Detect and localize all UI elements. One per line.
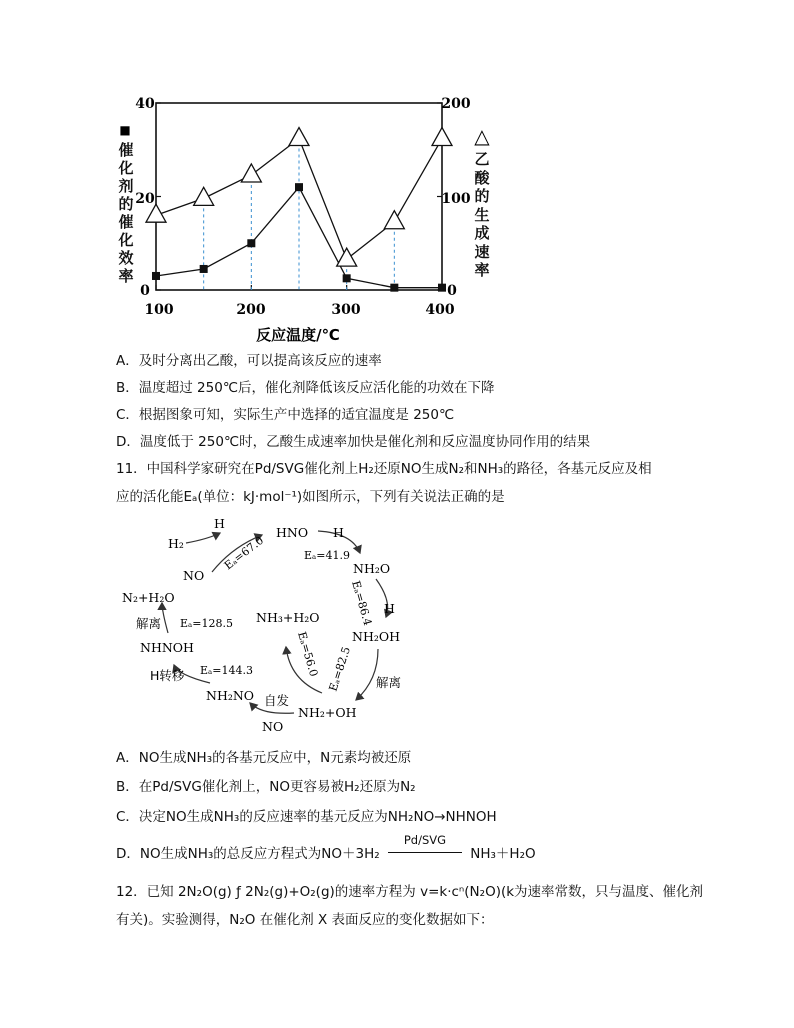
right-tick-200: 200 (441, 96, 471, 112)
label-nh2o: NH₂O (353, 561, 391, 576)
right-tick-0: 0 (447, 283, 457, 299)
right-tick-100: 100 (441, 191, 471, 207)
q11-option-a: A．NO生成NH₃的各基元反应中，N元素均被还原 (116, 750, 412, 766)
q11-option-d-prefix: D．NO生成NH₃的总反应方程式为NO＋3H₂ (116, 846, 380, 862)
label-h2nd: H (333, 525, 344, 540)
label-ea2: Eₐ=41.9 (304, 549, 350, 562)
label-ea4: Eₐ=82.5 (326, 645, 354, 693)
acetic-acid-rate-point (432, 128, 452, 146)
right-legend-marker: △ (474, 124, 490, 148)
label-h2: H₂ (168, 536, 184, 551)
left-axis-label: 催化剂的催化效率 (118, 141, 134, 285)
q11-option-b: B．在Pd/SVG催化剂上，NO更容易被H₂还原为N₂ (116, 779, 416, 795)
label-n2-h2o: N₂+H₂O (122, 590, 175, 605)
q10-option-c: C．根据图象可知，实际生产中选择的适宜温度是 250℃ (116, 407, 455, 423)
label-nh2oh: NH₂OH (352, 629, 400, 644)
label-nh2no: NH₂NO (206, 688, 255, 703)
q11-reaction-diagram (0, 515, 794, 740)
catalyst-efficiency-point (438, 284, 446, 292)
label-nh3-h2o: NH₃+H₂O (256, 610, 320, 625)
arrow-nh2oh-nh2oh-split (356, 649, 378, 700)
arrow-nhnoh-n2 (162, 603, 168, 633)
q11-option-d (116, 833, 536, 863)
x-tick-400: 400 (425, 302, 455, 318)
catalyst-efficiency-point (343, 274, 351, 282)
acetic-acid-rate-point (241, 164, 261, 182)
label-ea1: Eₐ=67.0 (221, 533, 267, 573)
acetic-acid-rate-point (384, 211, 404, 229)
q12-line1: 12．已知 2N₂O(g) ƒ 2N₂(g)+O₂(g)的速率方程为 v=k·cⁿ(N₂O)(k为速率常数，只与温度、催化剂 (116, 884, 704, 900)
left-tick-0: 0 (140, 283, 150, 299)
catalyst-efficiency-point (390, 284, 398, 292)
catalyst-efficiency-point (295, 183, 303, 191)
q11-option-d-arrow (388, 852, 462, 853)
acetic-acid-rate-point (194, 187, 214, 205)
right-axis-label: 乙酸的生成速率 (474, 150, 490, 279)
acetic-acid-rate-point (289, 128, 309, 146)
catalyst-efficiency-point (200, 265, 208, 273)
label-zifa: 自发 (264, 693, 290, 708)
q11-option-c: C．决定NO生成NH₃的反应速率的基元反应为NH₂NO→NHNOH (116, 809, 497, 825)
label-no-top: NO (183, 568, 205, 583)
label-jieli-right: 解离 (376, 675, 402, 690)
q11-option-d-catalyst: Pd/SVG (403, 833, 447, 847)
label-ea6: Eₐ=128.5 (180, 617, 233, 630)
q10-option-b: B．温度超过 250℃后，催化剂降低该反应活化能的功效在下降 (116, 380, 495, 396)
label-h-transfer: H转移 (150, 668, 185, 683)
x-axis-label: 反应温度/℃ (256, 326, 340, 344)
left-legend-marker: ■ (119, 123, 131, 137)
q11-option-d-suffix: NH₃＋H₂O (470, 846, 536, 862)
label-h-top: H (214, 516, 225, 531)
q12-line2: 有关)。实验测得，N₂O 在催化剂 X 表面反应的变化数据如下： (116, 912, 494, 928)
left-tick-40: 40 (135, 96, 155, 112)
q10-option-d: D．温度低于 250℃时，乙酸生成速率加快是催化剂和反应温度协同作用的结果 (116, 434, 591, 450)
arrow-h2-no (186, 533, 220, 543)
label-ea3: Eₐ=86.4 (349, 579, 375, 628)
label-jieli-left: 解离 (136, 616, 162, 631)
label-ea7: Eₐ=56.0 (295, 630, 321, 679)
label-ea5: Eₐ=144.3 (200, 664, 253, 677)
catalyst-efficiency-point (247, 239, 255, 247)
label-h3: H (384, 601, 395, 616)
q11-stem-line1: 11．中国科学家研究在Pd/SVG催化剂上H₂还原NO生成N₂和NH₃的路径，各基元反应及相 (116, 461, 652, 477)
x-tick-300: 300 (331, 302, 361, 318)
label-nh2-oh: NH₂+OH (298, 705, 357, 720)
q11-stem-line2: 应的活化能Eₐ(单位：kJ·mol⁻¹)如图所示，下列有关说法正确的是 (116, 489, 505, 505)
q10-option-a: A．及时分离出乙酸，可以提高该反应的速率 (116, 353, 382, 369)
x-tick-200: 200 (236, 302, 266, 318)
label-no-bottom: NO (262, 719, 284, 734)
catalyst-efficiency-point (152, 272, 160, 280)
label-nhnoh: NHNOH (140, 640, 194, 655)
left-tick-20: 20 (135, 191, 155, 207)
label-hno: HNO (276, 525, 309, 540)
x-tick-100: 100 (144, 302, 174, 318)
acetic-acid-rate-point (337, 248, 357, 266)
